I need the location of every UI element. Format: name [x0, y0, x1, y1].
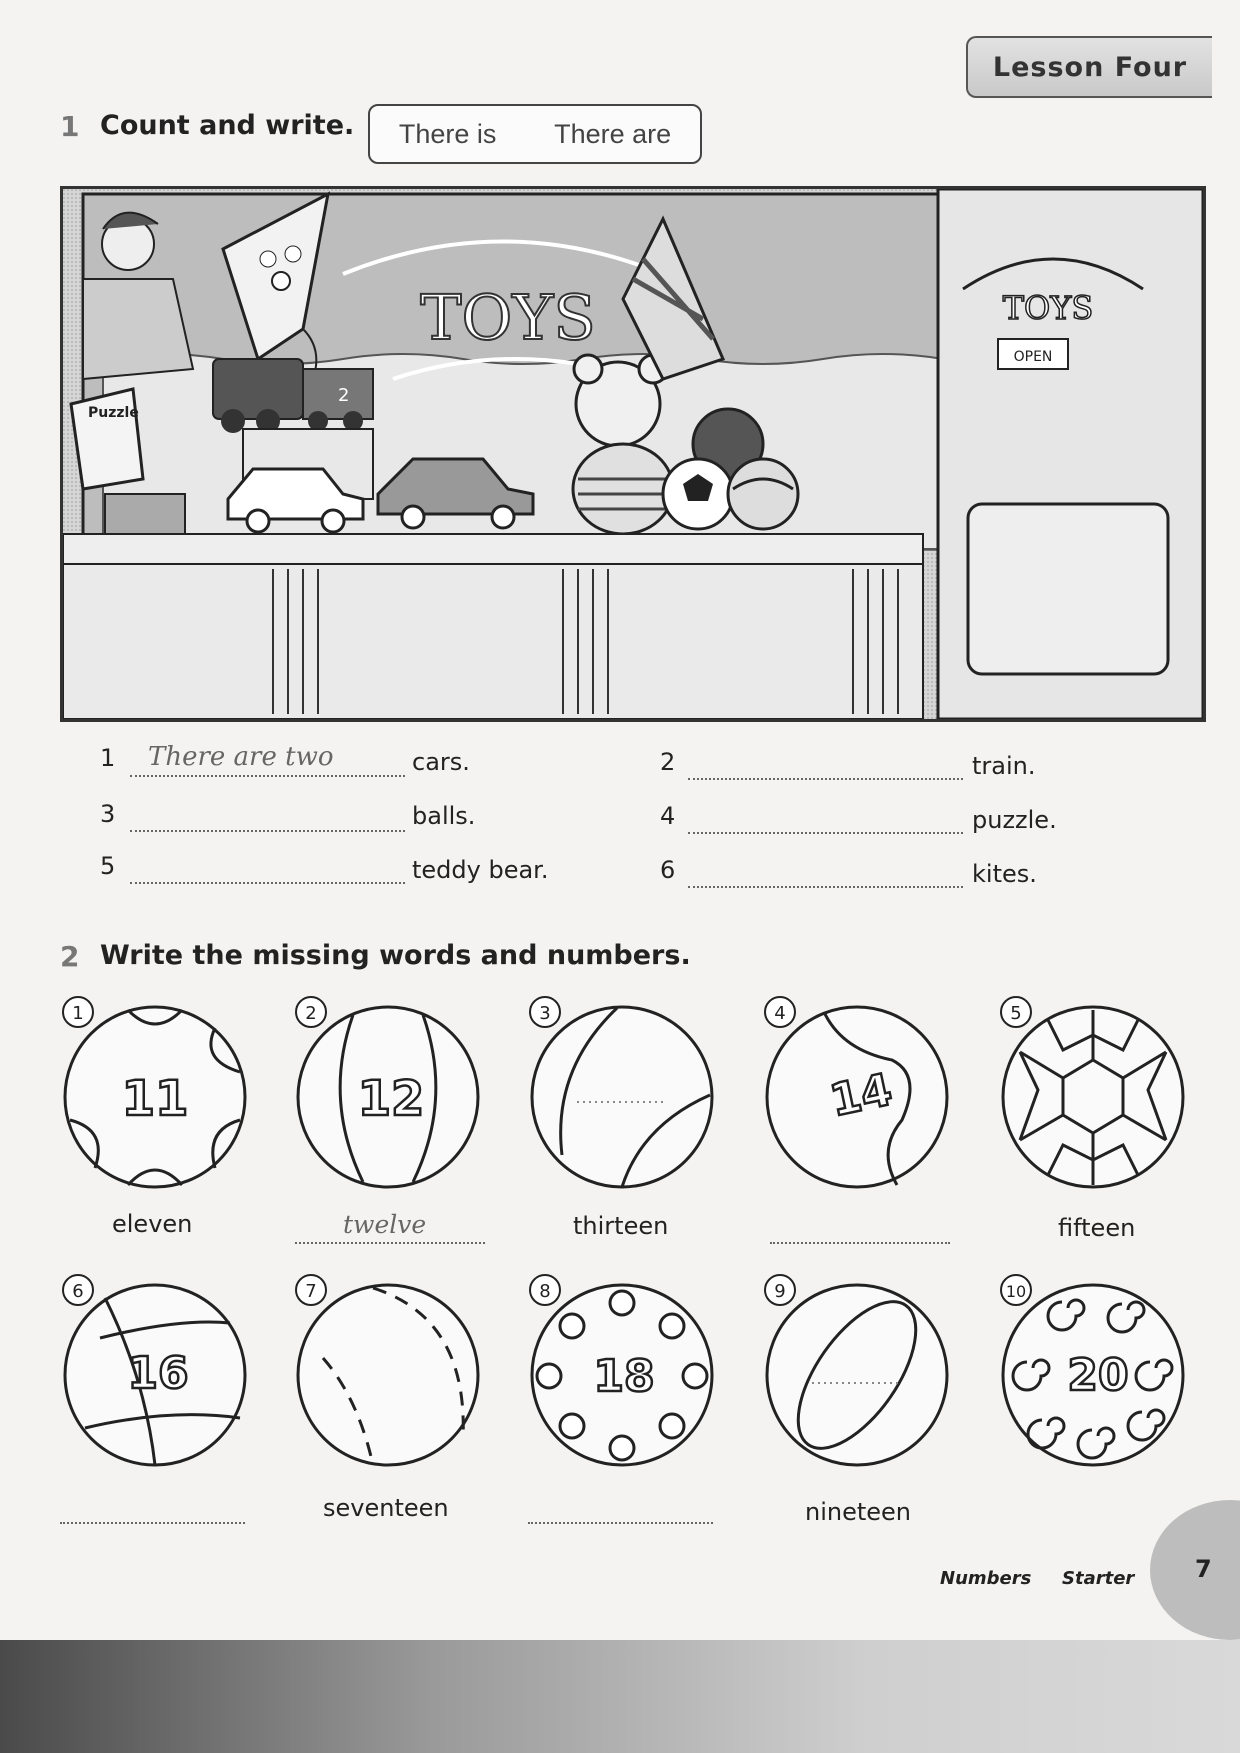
exercise-1-number: 1 [60, 110, 80, 143]
ball-7-word: seventeen [323, 1494, 449, 1522]
ball-6-number: 16 [127, 1348, 189, 1399]
ball-2 [283, 990, 493, 1200]
footer-level: Starter [1062, 1568, 1135, 1589]
item-1-number: 1 [100, 744, 116, 772]
item-3-line[interactable] [130, 830, 405, 832]
ball-8 [517, 1268, 727, 1478]
item-2-number: 2 [660, 748, 676, 776]
puzzle-box-label: Puzzle [88, 405, 139, 421]
item-3-tail: balls. [412, 802, 476, 830]
item-6-line[interactable] [688, 886, 963, 888]
ball-4-line[interactable] [770, 1242, 950, 1244]
ball-5 [988, 990, 1198, 1200]
footer-topic: Numbers [940, 1568, 1032, 1589]
word-box-there-is: There is [398, 118, 497, 149]
ball-6-label: 6 [72, 1281, 84, 1302]
ball-3-word: thirteen [573, 1212, 669, 1240]
ball-5-label: 5 [1010, 1003, 1022, 1024]
exercise-2-title: Write the missing words and numbers. [100, 940, 691, 971]
ball-3-label: 3 [539, 1003, 551, 1024]
ball-2-label: 2 [305, 1003, 317, 1024]
item-1-line[interactable] [130, 775, 405, 777]
item-5-tail: teddy bear. [412, 856, 549, 884]
exercise-1-title: Count and write. [100, 110, 355, 141]
item-5-line[interactable] [130, 882, 405, 884]
item-4-number: 4 [660, 802, 676, 830]
ball-5-word: fifteen [1058, 1214, 1136, 1242]
ball-2-line[interactable] [295, 1242, 485, 1244]
lesson-tab: Lesson Four [966, 36, 1212, 98]
item-5-number: 5 [100, 852, 116, 880]
word-box [368, 104, 702, 164]
item-2-tail: train. [972, 752, 1036, 780]
door-toys-sign-text: TOYS [1002, 289, 1094, 327]
ball-7-label: 7 [305, 1281, 317, 1302]
ball-2-number: 12 [357, 1071, 425, 1127]
ball-2-word: twelve [343, 1210, 427, 1239]
ball-1-word: eleven [112, 1210, 193, 1238]
ball-9-word: nineteen [805, 1498, 912, 1526]
ball-8-number: 18 [593, 1351, 655, 1402]
toy-shop-illustration [60, 186, 1206, 722]
ball-3 [517, 990, 727, 1200]
ball-1-number: 11 [121, 1071, 189, 1127]
page-number: 7 [1195, 1555, 1212, 1583]
train-number-text: 2 [338, 385, 350, 406]
ball-9 [752, 1268, 962, 1478]
ball-10 [988, 1268, 1198, 1478]
item-1-tail: cars. [412, 748, 470, 776]
ball-8-line[interactable] [528, 1522, 713, 1524]
ball-6-line[interactable] [60, 1522, 245, 1524]
ball-4-label: 4 [774, 1003, 786, 1024]
item-2-line[interactable] [688, 778, 963, 780]
ball-9-label: 9 [774, 1281, 786, 1302]
ball-1-label: 1 [72, 1003, 84, 1024]
open-sign-text: OPEN [1013, 349, 1053, 365]
ball-8-label: 8 [539, 1281, 551, 1302]
item-6-number: 6 [660, 856, 676, 884]
exercise-2-number: 2 [60, 940, 80, 973]
toys-sign-text: TOYS [420, 281, 596, 354]
ball-4 [752, 990, 962, 1200]
ball-10-number: 20 [1067, 1350, 1129, 1401]
ball-4-number: 14 [825, 1064, 897, 1127]
item-6-tail: kites. [972, 860, 1037, 888]
item-4-line[interactable] [688, 832, 963, 834]
scan-shadow [0, 1640, 1240, 1753]
ball-1 [50, 990, 260, 1200]
word-box-there-are: There are [554, 118, 672, 149]
item-4-tail: puzzle. [972, 806, 1057, 834]
ball-10-label: 10 [1005, 1282, 1027, 1301]
item-1-answer: There are two [148, 742, 334, 772]
item-3-number: 3 [100, 800, 116, 828]
ball-7 [283, 1268, 493, 1478]
ball-6 [50, 1268, 260, 1478]
